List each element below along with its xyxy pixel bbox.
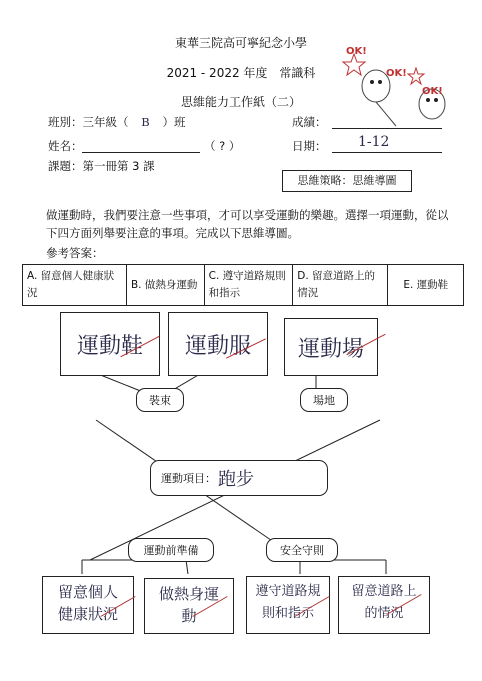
- reference-e: E. 運動鞋: [388, 265, 464, 306]
- sport-label: 運動項目：: [161, 472, 216, 485]
- reference-c: C. 遵守道路規則和指示: [204, 265, 293, 306]
- reference-d: D. 留意道路上的情況: [293, 265, 388, 306]
- equipment-box-2: 運動服: [168, 312, 268, 376]
- reference-label: 參考答案：: [46, 246, 104, 260]
- date-label: 日期：: [292, 139, 327, 153]
- sport-node: [150, 460, 328, 496]
- score-label: 成績：: [292, 115, 327, 129]
- safety-label: 安全守則: [266, 538, 338, 562]
- answer-box-3: 遵守道路規則和指示: [246, 576, 330, 634]
- instructions: 做運動時，我們要注意一些事項，才可以享受運動的樂趣。選擇一項運動，從以下四方面列舉要注意的事項。完成以下思維導圖。: [46, 208, 449, 240]
- ok-text-1: OK!: [346, 46, 367, 57]
- class-suffix: ）班: [162, 115, 186, 129]
- name-label: 姓名：: [48, 139, 83, 153]
- sport-value: 跑步: [218, 469, 254, 490]
- lesson-title: 課題：第一冊第 3 課: [48, 159, 155, 173]
- equipment-label: 裝束: [136, 388, 184, 412]
- school-name: 東華三院高可寧紀念小學: [174, 36, 307, 50]
- answer-box-1: 留意個人健康狀況: [42, 576, 134, 634]
- reference-a: A. 留意個人健康狀況: [23, 265, 127, 306]
- venue-label: 場地: [300, 388, 348, 412]
- reference-b: B. 做熱身運動: [126, 265, 204, 306]
- worksheet-title: 思維能力工作紙（二）: [180, 95, 301, 109]
- class-value: B: [141, 115, 150, 129]
- date-value: 1-12: [358, 134, 390, 150]
- equipment-box-1: 運動鞋: [60, 312, 160, 376]
- class-number: （ ? ）: [204, 139, 241, 153]
- venue-box: 運動場: [284, 318, 378, 376]
- ok-text-3: OK!: [422, 86, 443, 97]
- answer-box-2: 做熱身運動: [144, 578, 234, 634]
- before-exercise-label: 運動前準備: [128, 538, 214, 562]
- class-label: 班別：三年級（: [48, 115, 129, 129]
- ok-text-2: OK!: [386, 68, 407, 79]
- year-subject: 2021 - 2022 年度 常識科: [166, 66, 316, 80]
- answer-box-4: 留意道路上的情況: [338, 576, 430, 634]
- strategy-box: 思維策略：思維導圖: [282, 170, 412, 192]
